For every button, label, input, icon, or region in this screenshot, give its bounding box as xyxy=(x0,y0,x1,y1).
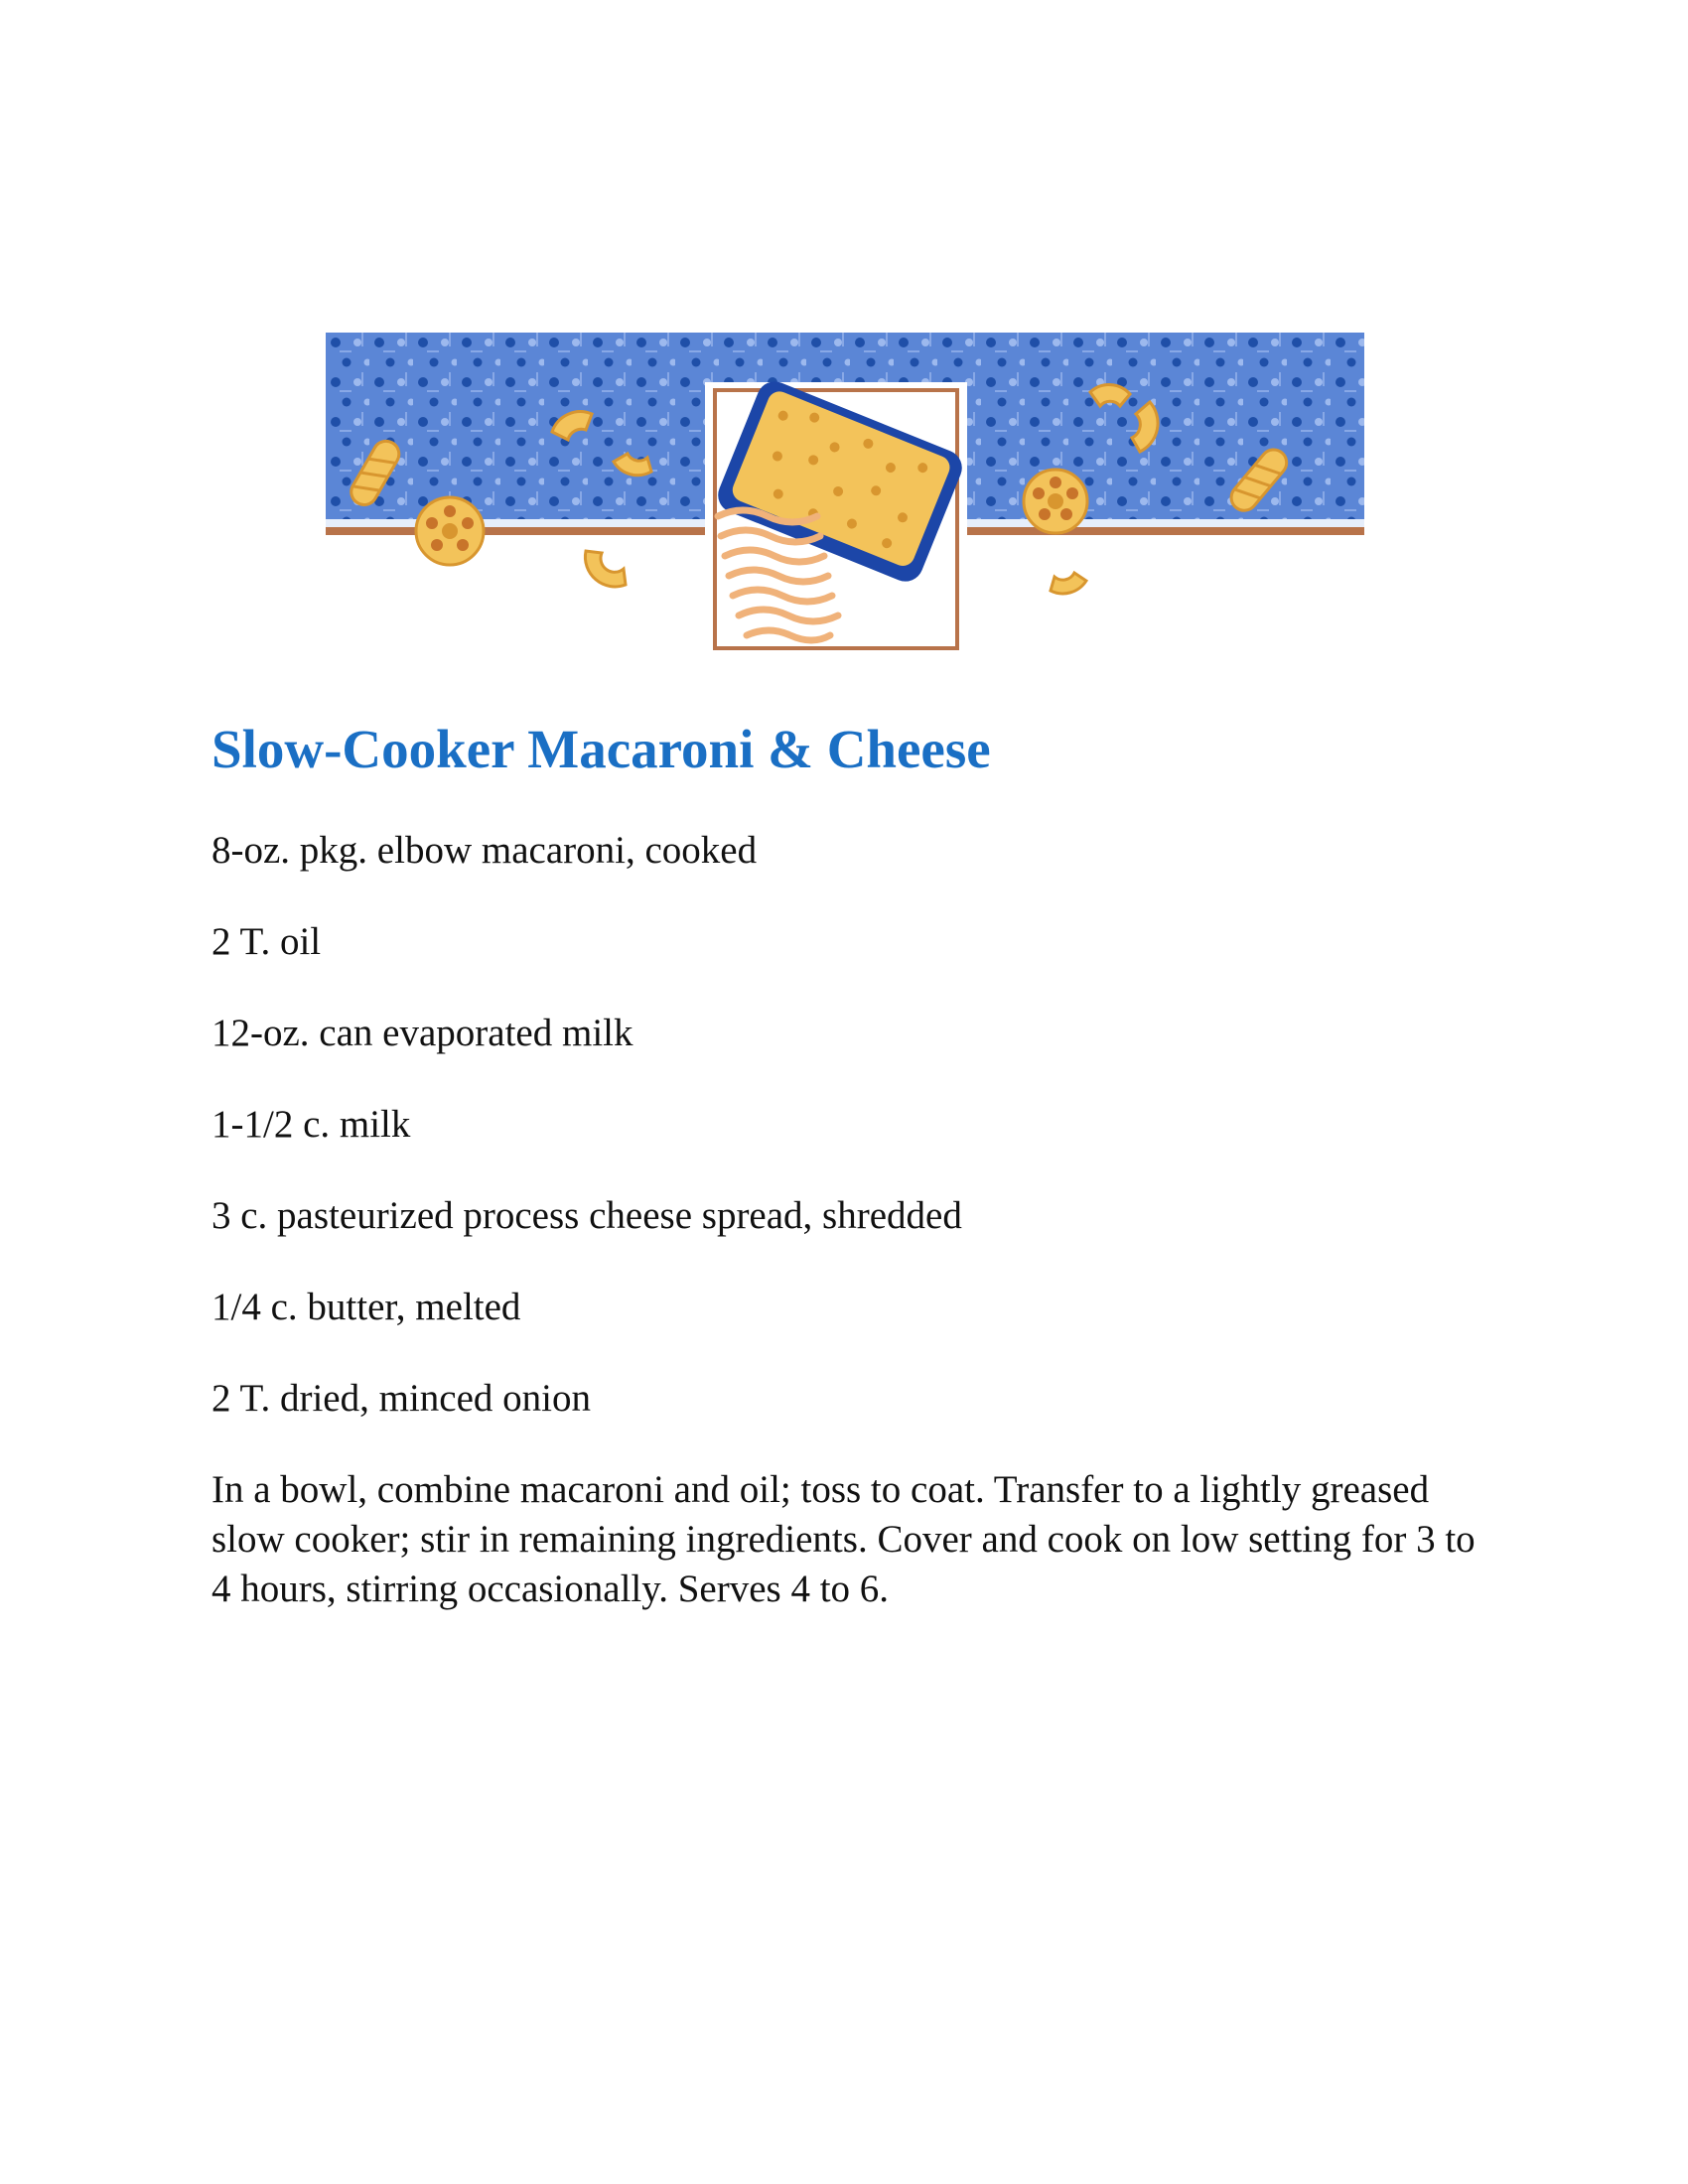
wagon-wheel-pasta-icon xyxy=(416,497,484,565)
macaroni-banner-illustration xyxy=(326,333,1364,660)
elbow-pasta-icon xyxy=(1051,573,1086,594)
ingredient-item: 2 T. dried, minced onion xyxy=(211,1377,591,1420)
ingredient-item: 3 c. pasteurized process cheese spread, shredded xyxy=(211,1194,962,1237)
ingredient-item: 1/4 c. butter, melted xyxy=(211,1286,521,1328)
elbow-pasta-icon xyxy=(585,551,626,587)
ingredient-item: 1-1/2 c. milk xyxy=(211,1103,411,1146)
recipe-title: Slow-Cooker Macaroni & Cheese xyxy=(211,719,991,779)
dish-card xyxy=(705,376,967,658)
ingredient-item: 12-oz. can evaporated milk xyxy=(211,1012,633,1054)
ingredient-item: 8-oz. pkg. elbow macaroni, cooked xyxy=(211,829,758,872)
wagon-wheel-pasta-icon xyxy=(1024,470,1087,533)
recipe-directions: In a bowl, combine macaroni and oil; toss to coat. Transfer to a lightly greased slow cooker; stir in remaining ingredients. Cover and cook on low setting for 3 to 4 hours, stirring occasionally. Serves 4 to 6. xyxy=(211,1468,1476,1610)
ingredient-item: 2 T. oil xyxy=(211,920,322,963)
ingredient-list xyxy=(211,826,962,1465)
elbow-pasta-icon xyxy=(1090,385,1130,406)
